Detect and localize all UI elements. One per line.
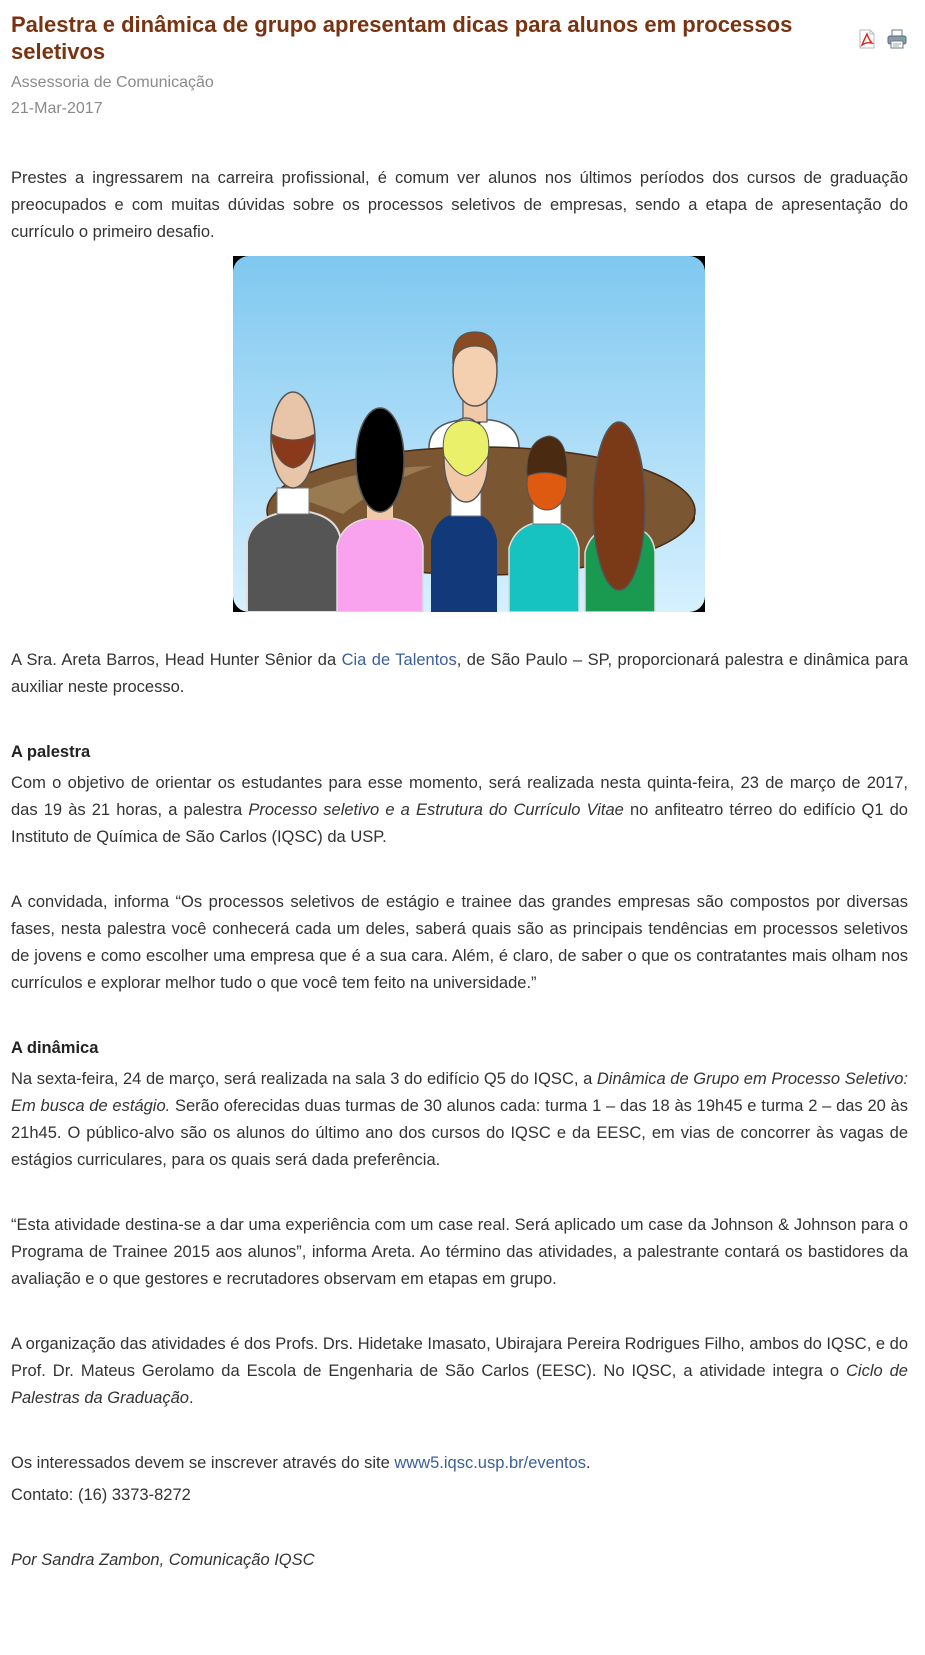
paragraph-quote: A convidada, informa “Os processos seletivos de estágio e trainee das grandes empresas são compostos por diversas fases, nesta palestra você conhecerá cada um deles, saberá quais são as principais tendências em processos seletivos de jovens e como escolher uma empresa que é a sua cara. Além, é claro, de saber o que os contratantes mais olham nos currículos e explorar melhor tudo o que você tem feito na universidade.” [11, 893, 908, 992]
paragraph-dinamica [11, 1066, 908, 1174]
organization-text-end: . [188, 1389, 194, 1407]
paragraph-organization [11, 1331, 908, 1412]
palestra-text-start: Com o objetivo de orientar os estudantes para esse momento, será realizada nesta quinta-feira, 23 de março de 2017, das 19 às 21 horas, a palestra [11, 774, 908, 819]
article-body [11, 165, 908, 1574]
dinamica-title: Dinâmica de Grupo em Processo Seletivo: Em busca de estágio. [11, 1070, 909, 1115]
ciclo-palestras-title: Ciclo de Palestras da Graduação [11, 1362, 908, 1407]
heading-palestra: A palestra [11, 743, 91, 761]
palestra-title: Processo seletivo e a Estrutura do Currículo Vitae [248, 801, 624, 819]
signup-text-end: . [586, 1454, 591, 1472]
palestra-text-end: no anfiteatro térreo do edifício Q1 do Instituto de Química de São Carlos (IQSC) da USP. [11, 801, 908, 846]
speaker-text-start: A Sra. Areta Barros, Head Hunter Sênior da [11, 651, 342, 669]
contact-line: Contato: (16) 3373-8272 [11, 1486, 191, 1504]
heading-dinamica: A dinâmica [11, 1039, 99, 1057]
dinamica-text-start: Na sexta-feira, 24 de março, será realizada na sala 3 do edifício Q5 do IQSC, a [11, 1070, 597, 1088]
article [11, 0, 908, 1574]
signup-text: Os interessados devem se inscrever através do site [11, 1454, 395, 1472]
paragraph-intro: Prestes a ingressarem na carreira profissional, é comum ver alunos nos últimos períodos dos cursos de graduação preocupados e com muitas dúvidas sobre os processos seletivos de empresas, sendo a etapa de apresentação do currículo o primeiro desafio. [11, 169, 908, 241]
article-header [11, 0, 908, 123]
paragraph-case: “Esta atividade destina-se a dar uma experiência com um case real. Será aplicado um case da Johnson & Johnson para o Programa de Trainee 2015 aos alunos”, informa Areta. Ao término das atividades, a palestrante contará os bastidores da avaliação e o que gestores e recrutadores observam em etapas em grupo. [11, 1216, 908, 1288]
byline: Por Sandra Zambon, Comunicação IQSC [11, 1551, 315, 1569]
cia-de-talentos-link[interactable]: Cia de Talentos [341, 651, 457, 669]
eventos-link[interactable]: www5.iqsc.usp.br/eventos [394, 1454, 587, 1472]
paragraph-signup [11, 1450, 908, 1477]
paragraph-palestra [11, 770, 908, 851]
printer-icon[interactable] [886, 28, 908, 50]
article-author: Assessoria de Comunicação [11, 74, 214, 91]
article-title-link[interactable]: Palestra e dinâmica de grupo apresentam dicas para alunos em processos seletivos [11, 12, 793, 64]
article-date: 21-Mar-2017 [11, 100, 103, 117]
article-tools [856, 28, 908, 50]
paragraph-speaker [11, 647, 908, 701]
article-title [11, 11, 861, 65]
group-interview-illustration [233, 256, 705, 612]
organization-text-start: A organização das atividades é dos Profs. Drs. Hidetake Imasato, Ubirajara Pereira Rodrigues Filho, ambos do IQSC, e do Prof. Dr. Mateus Gerolamo da Escola de Engenharia de São Carlos (EESC). No IQSC, a atividade integra o [11, 1335, 908, 1380]
pdf-icon[interactable] [856, 28, 878, 50]
speaker-text-end: , de São Paulo – SP, proporcionará palestra e dinâmica para auxiliar neste processo. [11, 651, 909, 696]
dinamica-text-end: Serão oferecidas duas turmas de 30 alunos cada: turma 1 – das 18 às 19h45 e turma 2 – das 20 às 21h45. O público-alvo são os alunos do último ano dos cursos do IQSC e da EESC, em vias de concorrer às vagas de estágios curriculares, para os quais será dada preferência. [11, 1097, 908, 1169]
